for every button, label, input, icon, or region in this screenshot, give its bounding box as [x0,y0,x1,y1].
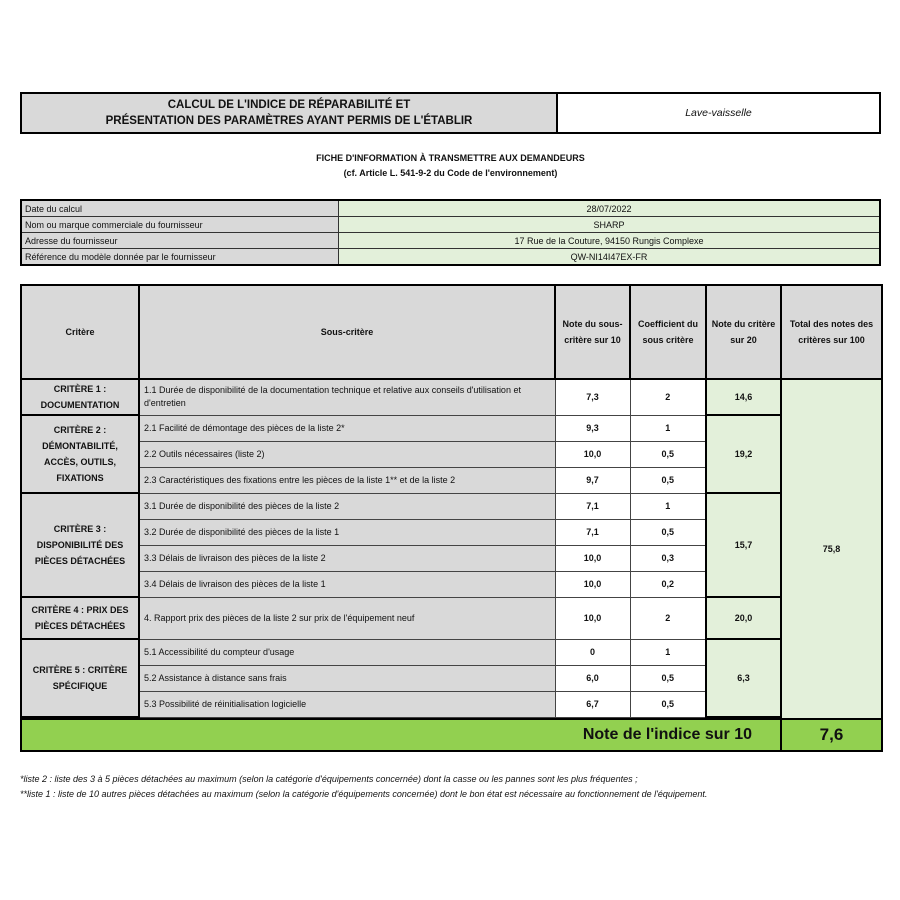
col-note20: Note du critère sur 20 [706,285,781,379]
subcriterion-coef: 1 [630,639,706,665]
col-critere: Critère [21,285,139,379]
subcriterion-label: 5.2 Assistance à distance sans frais [139,665,555,691]
subcriterion-coef: 2 [630,597,706,639]
criterion-name: CRITÈRE 3 : DISPONIBILITÉ DES PIÈCES DÉTACHÉES [21,493,139,597]
subcriterion-label: 2.1 Facilité de démontage des pièces de la liste 2* [139,415,555,441]
subcriterion-note: 10,0 [555,597,630,639]
header-title-line1: CALCUL DE L'INDICE DE RÉPARABILITÉ ET [167,99,411,111]
info-row [21,200,880,217]
criterion-note20: 14,6 [706,379,781,415]
table-row [21,493,882,519]
criterion-name: CRITÈRE 5 : CRITÈRE SPÉCIFIQUE [21,639,139,717]
criterion-note20: 19,2 [706,415,781,493]
subcriterion-label: 5.3 Possibilité de réinitialisation logicielle [139,691,555,717]
info-value: 17 Rue de la Couture, 94150 Rungis Complexe [339,233,881,249]
total-100: 75,8 [781,379,882,719]
final-score-value: 7,6 [781,719,882,751]
subcriterion-coef: 0,5 [630,665,706,691]
subcriterion-label: 3.3 Délais de livraison des pièces de la liste 2 [139,545,555,571]
subcriterion-coef: 2 [630,379,706,415]
final-score-row [21,719,882,751]
col-total100: Total des notes des critères sur 100 [781,285,882,379]
subcriterion-note: 7,3 [555,379,630,415]
final-score-label: Note de l'indice sur 10 [21,719,781,751]
table-row [21,415,882,441]
footnotes [20,772,880,802]
subcriterion-coef: 0,5 [630,691,706,717]
footnote-liste2: *liste 2 : liste des 3 à 5 pièces détachées au maximum (selon la catégorie d'équipements concernée) dont la casse ou les pannes sont les plus fréquentes ; [20,774,638,784]
table-row [21,639,882,665]
fiche-info-title [20,151,881,181]
subcriterion-note: 7,1 [555,519,630,545]
subcriterion-note: 6,7 [555,691,630,717]
subcriterion-label: 3.2 Durée de disponibilité des pièces de la liste 1 [139,519,555,545]
info-label: Référence du modèle donnée par le fournisseur [21,249,339,266]
subcriterion-label: 5.1 Accessibilité du compteur d'usage [139,639,555,665]
subcriterion-note: 10,0 [555,571,630,597]
subcriterion-note: 0 [555,639,630,665]
info-label: Nom ou marque commerciale du fournisseur [21,217,339,233]
subcriterion-note: 9,7 [555,467,630,493]
fiche-line2: (cf. Article L. 541-9-2 du Code de l'environnement) [343,168,558,178]
subcriterion-label: 3.4 Délais de livraison des pièces de la liste 1 [139,571,555,597]
info-label: Date du calcul [21,200,339,217]
criterion-note20: 20,0 [706,597,781,639]
criterion-note20: 15,7 [706,493,781,597]
info-value: SHARP [339,217,881,233]
col-note10: Note du sous-critère sur 10 [555,285,630,379]
table-row [21,379,882,415]
score-table-header [21,285,882,379]
criterion-name: CRITÈRE 4 : PRIX DES PIÈCES DÉTACHÉES [21,597,139,639]
subcriterion-label: 4. Rapport prix des pièces de la liste 2 sur prix de l'équipement neuf [139,597,555,639]
subcriterion-label: 1.1 Durée de disponibilité de la documentation technique et relative aux conseils d'utilisation et d'entretien [139,379,555,415]
info-row [21,217,880,233]
header-box [20,92,881,134]
header-title [22,94,558,132]
subcriterion-coef: 0,5 [630,519,706,545]
product-type: Lave-vaisselle [685,107,752,119]
subcriterion-coef: 1 [630,493,706,519]
col-sous-critere: Sous-critère [139,285,555,379]
footnote-liste1: **liste 1 : liste de 10 autres pièces détachées au maximum (selon la catégorie d'équipements concernée) dont le bon état est nécessaire au fonctionnement de l'équipement. [20,789,708,799]
header-title-line2: PRÉSENTATION DES PARAMÈTRES AYANT PERMIS DE L'ÉTABLIR [105,115,473,127]
subcriterion-label: 3.1 Durée de disponibilité des pièces de la liste 2 [139,493,555,519]
info-label: Adresse du fournisseur [21,233,339,249]
supplier-info-table [20,199,881,266]
subcriterion-coef: 0,5 [630,467,706,493]
fiche-line1: FICHE D'INFORMATION À TRANSMETTRE AUX DEMANDEURS [316,153,585,163]
subcriterion-label: 2.2 Outils nécessaires (liste 2) [139,441,555,467]
criterion-note20: 6,3 [706,639,781,717]
subcriterion-coef: 1 [630,415,706,441]
subcriterion-coef: 0,3 [630,545,706,571]
info-value: 28/07/2022 [339,200,881,217]
table-row [21,597,882,639]
subcriterion-note: 9,3 [555,415,630,441]
subcriterion-note: 7,1 [555,493,630,519]
col-coef: Coefficient du sous critère [630,285,706,379]
score-table [20,284,883,752]
info-row [21,233,880,249]
subcriterion-note: 6,0 [555,665,630,691]
criterion-name: CRITÈRE 1 : DOCUMENTATION [21,379,139,415]
subcriterion-coef: 0,2 [630,571,706,597]
subcriterion-coef: 0,5 [630,441,706,467]
info-row [21,249,880,266]
subcriterion-label: 2.3 Caractéristiques des fixations entre les pièces de la liste 1** et de la liste 2 [139,467,555,493]
criterion-name: CRITÈRE 2 : DÉMONTABILITÉ, ACCÈS, OUTILS, FIXATIONS [21,415,139,493]
subcriterion-note: 10,0 [555,441,630,467]
subcriterion-note: 10,0 [555,545,630,571]
info-value: QW-NI14I47EX-FR [339,249,881,266]
